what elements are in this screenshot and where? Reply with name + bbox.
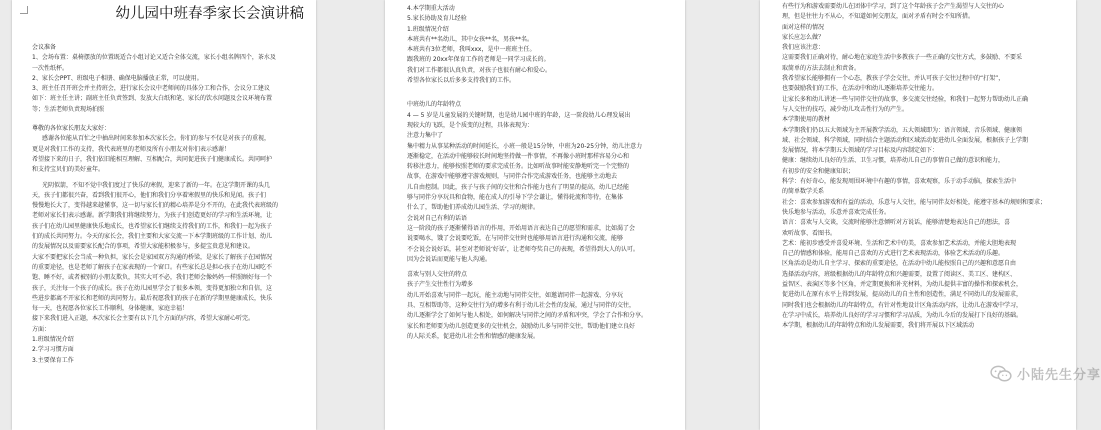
page-2-body — [407, 4, 675, 342]
text-line: 和支持宝贝们的美好童年。 — [32, 166, 105, 174]
text-line: 取简单的方法去制止和责备。 — [782, 64, 861, 72]
text-line: 语言：喜欢与人交谈，交流时能够注意倾听对方说话，能够清楚地表达自己的想法，喜 — [782, 219, 1011, 227]
text-line: 孩子，关注每一个孩子的成长。孩子在幼儿园里学会了很多本领，变得更加独立和自信，这 — [32, 284, 273, 292]
text-line: 儿自由控制。因此，孩子与孩子间的交往和合作能力也有了明显的提高，幼儿已经能 — [407, 183, 630, 191]
text-line: 方面： — [32, 325, 51, 333]
watermark — [990, 364, 1101, 383]
text-line: 1、会场布置：桌椅摆放的位置既适合小组讨论又适合全体交流，家长小组名牌四个，茶水及 — [32, 54, 276, 62]
text-line: 本班共有3位老师，我叫xxx，是中一班班主任。 — [407, 46, 536, 54]
text-line: 与人交往的技巧，减少幼儿攻击性行为的产生。 — [782, 105, 909, 113]
text-line: 希望接下来的日子，我们依旧能相互理解、互相配合，共同促进孩子们健康成长。共同呵护 — [32, 155, 273, 163]
text-line: 如下：班主任主讲；副班主任负责签到、发放大白纸和笔、家长的饮水问题及会议环境布置 — [32, 95, 273, 103]
text-line: 老师对家长们表示感谢。新学期我们将继续努力，为孩子们创造更好的学习和生活环境，让 — [32, 212, 273, 220]
text-line: 本学期使用的教材 — [782, 116, 831, 124]
document-title: 幼儿园中班春季家长会演讲稿 — [115, 6, 304, 22]
text-line: 同时我们也会根据幼儿的年龄特点，有针对性地设计区角活动内容，让幼儿在游戏中学习， — [782, 301, 1023, 309]
text-line: 够与同伴分享玩具和食物，能在成人的引导下学会谦让，懂得轮流和等待，在集体 — [407, 194, 624, 202]
text-line: 也要鼓励我们的工作，在活动中和幼儿逐渐培养交往能力。 — [782, 85, 939, 93]
text-line: 我们对工作都很认真负责，对孩子也很有耐心和爱心。 — [407, 66, 552, 74]
text-line: 2、家长会PPT、班级电子相册、确保电脑播放正常，可以使用。 — [32, 74, 203, 82]
text-line: 面对这样的情况 — [782, 23, 825, 31]
watermark-text: 小陆先生分享 — [1017, 368, 1101, 383]
text-line: 喜欢与别人交往的特点 — [407, 271, 468, 279]
text-line: 中班幼儿的年龄特点 — [407, 101, 462, 109]
page-1-body — [32, 43, 304, 366]
text-line: 光阴似箭，不知不觉中我们度过了快乐的寒假，迎来了新的一年。在这学期开课的头几 — [42, 181, 271, 189]
text-line: 社会：喜欢参加游戏和有益的活动，乐意与人交往，能与同伴友好相处，能遵守基本的规则和要求； — [782, 198, 1047, 206]
text-line: 因为会说话而更能与他人沟通。 — [407, 255, 492, 263]
text-line: 尊敬的各位家长朋友大家好： — [32, 125, 111, 133]
text-line: 2.学习习惯方面 — [32, 346, 74, 354]
text-line: 慢慢地长大了，变得越来越懂事，这一切与家长们的精心培养是分不开的，在此我代表班级的 — [32, 202, 279, 210]
text-line: 现较大的飞跃，是个质变的过程，具体表现为： — [407, 121, 534, 129]
text-line: 逐渐稳定，在活动中能够较长时间地坚持做一件事情，不再像小班时那样容易分心和 — [407, 152, 630, 160]
text-line: 希望各位家长以后多多支持我们的工作。 — [407, 77, 516, 85]
text-line: 我希望家长能够拥有一个心态，教孩子学会交往，并认可孩子交往过程中的“打架”， — [782, 75, 1005, 83]
text-line: 孩子们在幼儿园里健康快乐地成长，也希望家长们继续支持我们的工作，和我们一起为孩子 — [32, 222, 273, 230]
text-line: 感谢各位能从百忙之中抽出时间来参加本次家长会。你们的参与不仅是对孩子的重视， — [42, 135, 271, 143]
text-line: 区角活动是幼儿自主学习、探索的重要途径，在活动中幼儿能按照自己的兴趣和意愿自由 — [782, 260, 1017, 268]
text-line: 注意力集中了 — [407, 132, 444, 140]
text-line: 天，孩子们都很兴奋，看到我们很开心，他们和我们分享着寒假里的快乐和见闻。孩子们 — [32, 191, 267, 199]
paragraph-gap — [32, 115, 304, 124]
text-line: 等；生活老师负责现场拍照 — [32, 105, 105, 113]
text-line: 域、社会领域、科学领域，同时结合主题活动和区域活动促进幼儿全面发展，根据孩子上学期 — [782, 136, 1029, 144]
text-line: 不会说会说好话，甚至对老师说‘好话’，让老师夸奖自己的表现，希望得到大人的认可。 — [407, 245, 639, 253]
text-line: 孩子产生交往性行为增多 — [407, 281, 474, 289]
text-line: 3、班主任召开班会并主持班会，进行家长会议中老师间的具体分工和合作，会议分工建议 — [32, 85, 270, 93]
text-line: 1.班级情况介绍 — [407, 25, 449, 33]
text-line: 大家不要把家长会当成一种负担，家长会是家园双方沟通的桥梁，是家长了解孩子在园情况 — [32, 253, 273, 261]
text-line: 让家长多和幼儿讲述一些与同伴交往的故事，多交流交往经验，和我们一起努力帮助幼儿正确 — [782, 95, 1029, 103]
text-line: 饱、睡不好，或者被别的小朋友欺负，其实大可不必，我们老师会像妈妈一样照顾好每一个 — [32, 274, 273, 282]
text-line: 3.主要保育工作 — [32, 356, 74, 364]
text-line: 家长和老师要为幼儿创造更多的交往机会，鼓励幼儿多与同伴交往，帮助他们建立良好 — [407, 322, 636, 330]
text-line: 这需要我们正确对待，耐心地在家庭生活中多教孩子一些正确的交往方式，多鼓励、不要采 — [782, 54, 1023, 62]
text-line: 4.本学期重大活动 — [407, 5, 455, 12]
page-corner-mark — [20, 6, 28, 14]
text-line: 家长应怎么做？ — [782, 33, 825, 41]
text-line: 集中精力从事某种活动的时间延长，小班一般是15分钟，中班为20-25分钟，幼儿注意力 — [407, 142, 643, 150]
text-line: 选择活动内容，班级根据幼儿的年龄特点和兴趣需要，设置了阅读区、美工区、建构区、 — [782, 270, 1017, 278]
text-line: 跟我班的 20xx年保育工作的老师是一同学习成长的。 — [407, 56, 550, 64]
text-line: 什么了，帮助他们养成幼儿园生活、学习的规律。 — [407, 204, 540, 212]
text-line: 每一天，也祝愿各位家长工作顺利，身体健康，家庭幸福！ — [32, 305, 189, 313]
text-line: 会说对自己有利的话语 — [407, 214, 468, 222]
text-line: 自己的情感和体验，能用自己喜欢的方式进行艺术表现活动，体验艺术活动的乐趣。 — [782, 250, 1005, 258]
text-line: 欢听故事、看图书。 — [782, 229, 837, 237]
text-line: 艺术：能初步感受并喜爱环境、生活和艺术中的美，喜欢参加艺术活动，并能大胆地表现 — [782, 239, 1017, 247]
text-line: 益智区、表演区等多个区角，并定期更换和补充材料，为幼儿提供丰富的操作和探索机会， — [782, 281, 1023, 289]
document-page-1 — [12, 0, 316, 430]
text-line: 1.班级情况介绍 — [32, 336, 74, 344]
wechat-icon — [990, 365, 1012, 383]
text-line: 有些行为和游戏需要幼儿在团体中学习，到了这个年龄孩子会产生渴望与人交往的心 — [782, 3, 1005, 10]
text-line: 在学习中成长，培养幼儿良好的学习习惯和学习品质，为幼儿今后的发展打下良好的基础。 — [782, 311, 1023, 319]
text-line: 本学期我们仍以五大领域为主开展教学活动，五大领域即为：语言领域、音乐领域、健康领 — [782, 126, 1023, 134]
text-line: 具、互相帮助等，这种交往行为的增多有利于幼儿社会性的发展，通过与同伴的交往， — [407, 302, 636, 310]
text-line: 5.家长协助及育儿经验 — [407, 15, 467, 23]
text-line: 我们应该注意： — [782, 44, 825, 52]
text-line: 说要喝水，饿了会说要吃饭，在与同伴交往时也能够用语言进行沟通和交流，能够 — [407, 235, 624, 243]
page-3-body — [782, 2, 1066, 332]
text-line: 会议准备 — [32, 44, 57, 51]
paragraph-gap — [407, 86, 675, 95]
text-line: 有初步的安全和健康知识； — [782, 167, 855, 175]
text-line: 促进幼儿在原有水平上得到发展，提高幼儿的自主性和创造性，满足不同幼儿的发展需求， — [782, 291, 1023, 299]
text-line: 健康：继续幼儿良好的生活、卫生习惯，培养幼儿自己的事情自己做的意识和能力， — [782, 157, 1005, 165]
text-line: 本学期，根据幼儿的年龄特点和幼儿发展需要，我们将开展以下区域活动 — [782, 322, 975, 330]
text-line: 的发展情况以及需要家长配合的事项，希望大家能积极参与，多提宝贵意见和建议。 — [32, 243, 255, 251]
text-line: 4 — 5 岁是儿童发展的关键时期，也是幼儿园中班的年龄，这一阶段幼儿心理发展出 — [407, 111, 631, 119]
text-line: 这一阶段的孩子逐渐懂得语言的作用，开始用语言表达自己的愿望和需求，比如渴了会 — [407, 224, 636, 232]
text-line: 转移注意力，能够按照老师的要求完成任务。比如听故事时能安静地听完一个完整的 — [407, 163, 630, 171]
text-line: 幼儿开始喜欢与同伴一起玩，能主动地与同伴交往，如邀请同伴一起游戏、分享玩 — [407, 291, 624, 299]
text-line: 科学：有好奇心，能发现周围环境中有趣的事情，喜欢观察，乐于动手动脑，探索生活中 — [782, 178, 1017, 186]
text-line: 幼儿逐渐学会了如何与他人相处，如何解决与同伴之间的矛盾和冲突，学会了合作和分享。 — [407, 312, 648, 320]
text-line: 一次性纸杯。 — [32, 64, 69, 72]
text-line: 理，但是往往力不从心，不知道如何交朋友，面对矛盾有时会不知所措。 — [782, 13, 975, 21]
text-line: 接下来我们进入正题，本次家长会主要有以下几个方面的内容，希望大家耐心听完。 — [32, 315, 255, 323]
text-line: 故事，在游戏中能够遵守游戏规则，与同伴合作完成游戏任务，也能够主动地去 — [407, 173, 618, 181]
text-line: 的人际关系，促进幼儿社会性和情感的健康发展。 — [407, 332, 540, 340]
text-line: 们的成长共同努力。今天的家长会，我们主要和大家交流一下本学期班级的工作计划、幼儿 — [32, 233, 273, 241]
text-line: 的简单数学关系 — [782, 188, 825, 196]
text-line: 更是对我们工作的支持，我代表班里的老师及所有小朋友对你们表示感谢！ — [32, 145, 231, 153]
text-line: 快乐地参与活动，乐意并喜欢完成任务。 — [782, 208, 891, 216]
text-line: 的重要途径，也是老师了解孩子在家表现的一个窗口。有些家长总是担心孩子在幼儿园吃不 — [32, 263, 273, 271]
text-line: 发展情况，将本学期五大领域的学习目标及内容制定如下： — [782, 147, 939, 155]
text-line: 些进步都离不开家长和老师的共同努力。最后祝愿我们的孩子在新的学期里健康成长，快乐 — [32, 294, 273, 302]
text-line: 本班共有**名幼儿，其中女孩**名，男孩**名。 — [407, 35, 534, 43]
document-page-2 — [385, 0, 685, 430]
